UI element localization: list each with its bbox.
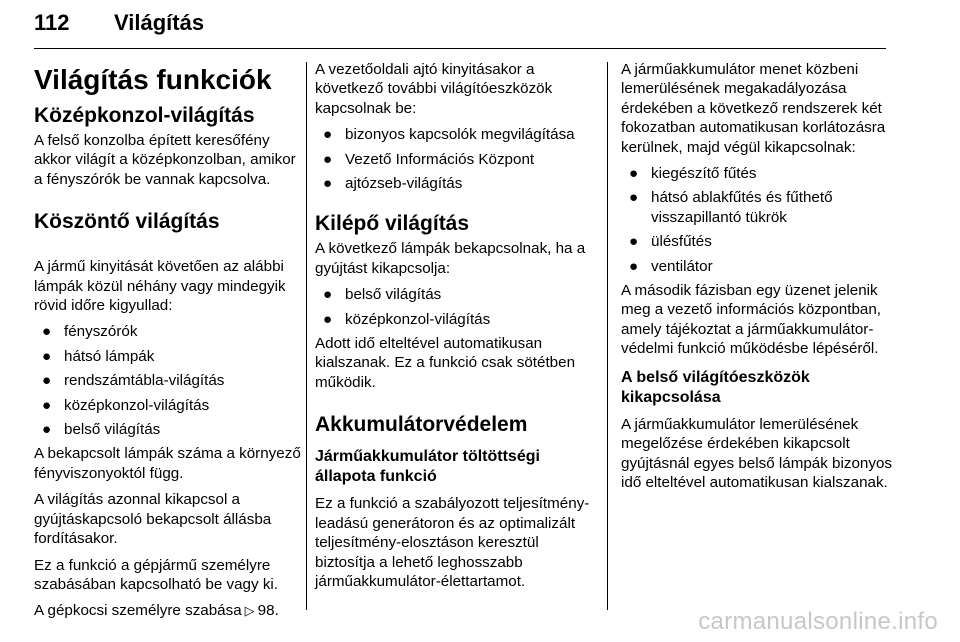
column-3 [621, 60, 896, 499]
list-item: ● bizonyos kapcsolók megvilágítása [323, 126, 575, 144]
column-divider [306, 62, 307, 610]
list-item: ● belső világítás [323, 286, 442, 304]
battery-heading: Akkumulátorvédelem [315, 413, 528, 437]
page-header [34, 2, 886, 49]
discharge-text: A járműakkumulátor menet közbeni lemerülésének megakadályozása érdekében a következő rendszerek két fokozatban automatikusan korlátozásra kerülnek, majd végül kikapcsolnak: [621, 61, 886, 156]
reference-page: 98. [257, 602, 279, 620]
page-title: Világítás funkciók [34, 64, 272, 95]
cross-reference[interactable]: A gépkocsi személyre szabása ▷ 98. [34, 602, 279, 620]
charge-heading: Járműakkumulátor töltöttségi állapota funkció [315, 448, 540, 486]
page-number: 112 [34, 10, 70, 35]
console-text: A felső konzolba épített keresőfény akkor világít a középkonzolban, amikor a fényszórók be vannak kapcsolva. [34, 132, 296, 188]
console-heading: Középkonzol-világítás [34, 104, 255, 127]
list-item: ● hátsó lámpák [42, 347, 155, 365]
lamp-list [34, 322, 302, 439]
column-divider [607, 62, 608, 610]
column-1 [34, 60, 302, 628]
list-item: ● kiegészítő fűtés [629, 165, 757, 183]
door-list [315, 125, 595, 193]
systems-list [621, 164, 896, 276]
phase2-text: A második fázisban egy üzenet jelenik meg a vezető információs központban, amely tájékoztat a járműakkumulátor-védelmi funkció működésbe lépéséről. [621, 282, 882, 358]
list-item: ● rendszámtábla-világítás [42, 372, 225, 390]
interior-heading: A belső világítóeszközök kikapcsolása [621, 368, 810, 406]
exit-after-text: Adott idő elteltével automatikusan kialszanak. Ez a funkció csak sötétben működik. [315, 335, 576, 391]
welcome-text: A jármű kinyitását követően az alábbi lámpák közül néhány vagy mindegyik rövid időre kigyullad: [34, 258, 286, 315]
list-item: ● ajtózseb-világítás [323, 175, 463, 193]
column-2 [315, 60, 595, 598]
interior-text: A járműakkumulátor lemerülésének megelőzése érdekében kikapcsolt gyújtásnál egyes belső lámpák bizonyos idő elteltével automatikusan kialszanak. [621, 415, 893, 491]
list-item: ● Vezető Információs Központ [323, 150, 535, 168]
door-text: A vezetőoldali ajtó kinyitásakor a következő további világítóeszközök kapcsolnak be: [315, 61, 553, 117]
exit-list [315, 285, 595, 329]
list-item: ● hátsó ablakfűtés és fűthető visszapillantó tükrök [629, 189, 833, 226]
arrow-right-icon: ▷ [244, 603, 255, 619]
welcome-heading: Köszöntő világítás [34, 210, 220, 234]
list-item: ● belső világítás [42, 421, 161, 439]
exit-heading: Kilépő világítás [315, 212, 470, 236]
watermark: carmanualsonline.info [698, 608, 938, 635]
personalization-text: Ez a funkció a gépjármű személyre szabásában kapcsolható be vagy ki. [34, 556, 279, 593]
list-item: ● fényszórók [42, 323, 138, 341]
list-item: ● középkonzol-világítás [323, 310, 491, 328]
list-item: ● középkonzol-világítás [42, 396, 210, 414]
list-item: ● ülésfűtés [629, 233, 712, 251]
header-section-title: Világítás [114, 10, 205, 35]
ambient-text: A bekapcsolt lámpák száma a környező fényviszonyoktól függ. [34, 445, 301, 482]
charge-text: Ez a funkció a szabályozott teljesítmény-leadású generátoron és az optimalizált teljesítmény-elosztáson keresztül biztosítja a lehető leghosszabb járműakkumulátor-élettartamot. [315, 495, 590, 590]
ignition-text: A világítás azonnal kikapcsol a gyújtáskapcsoló bekapcsolt állásba fordításakor. [34, 491, 272, 548]
exit-text: A következő lámpák bekapcsolnak, ha a gyújtást kikapcsolja: [315, 240, 586, 277]
list-item: ● ventilátor [629, 257, 713, 275]
